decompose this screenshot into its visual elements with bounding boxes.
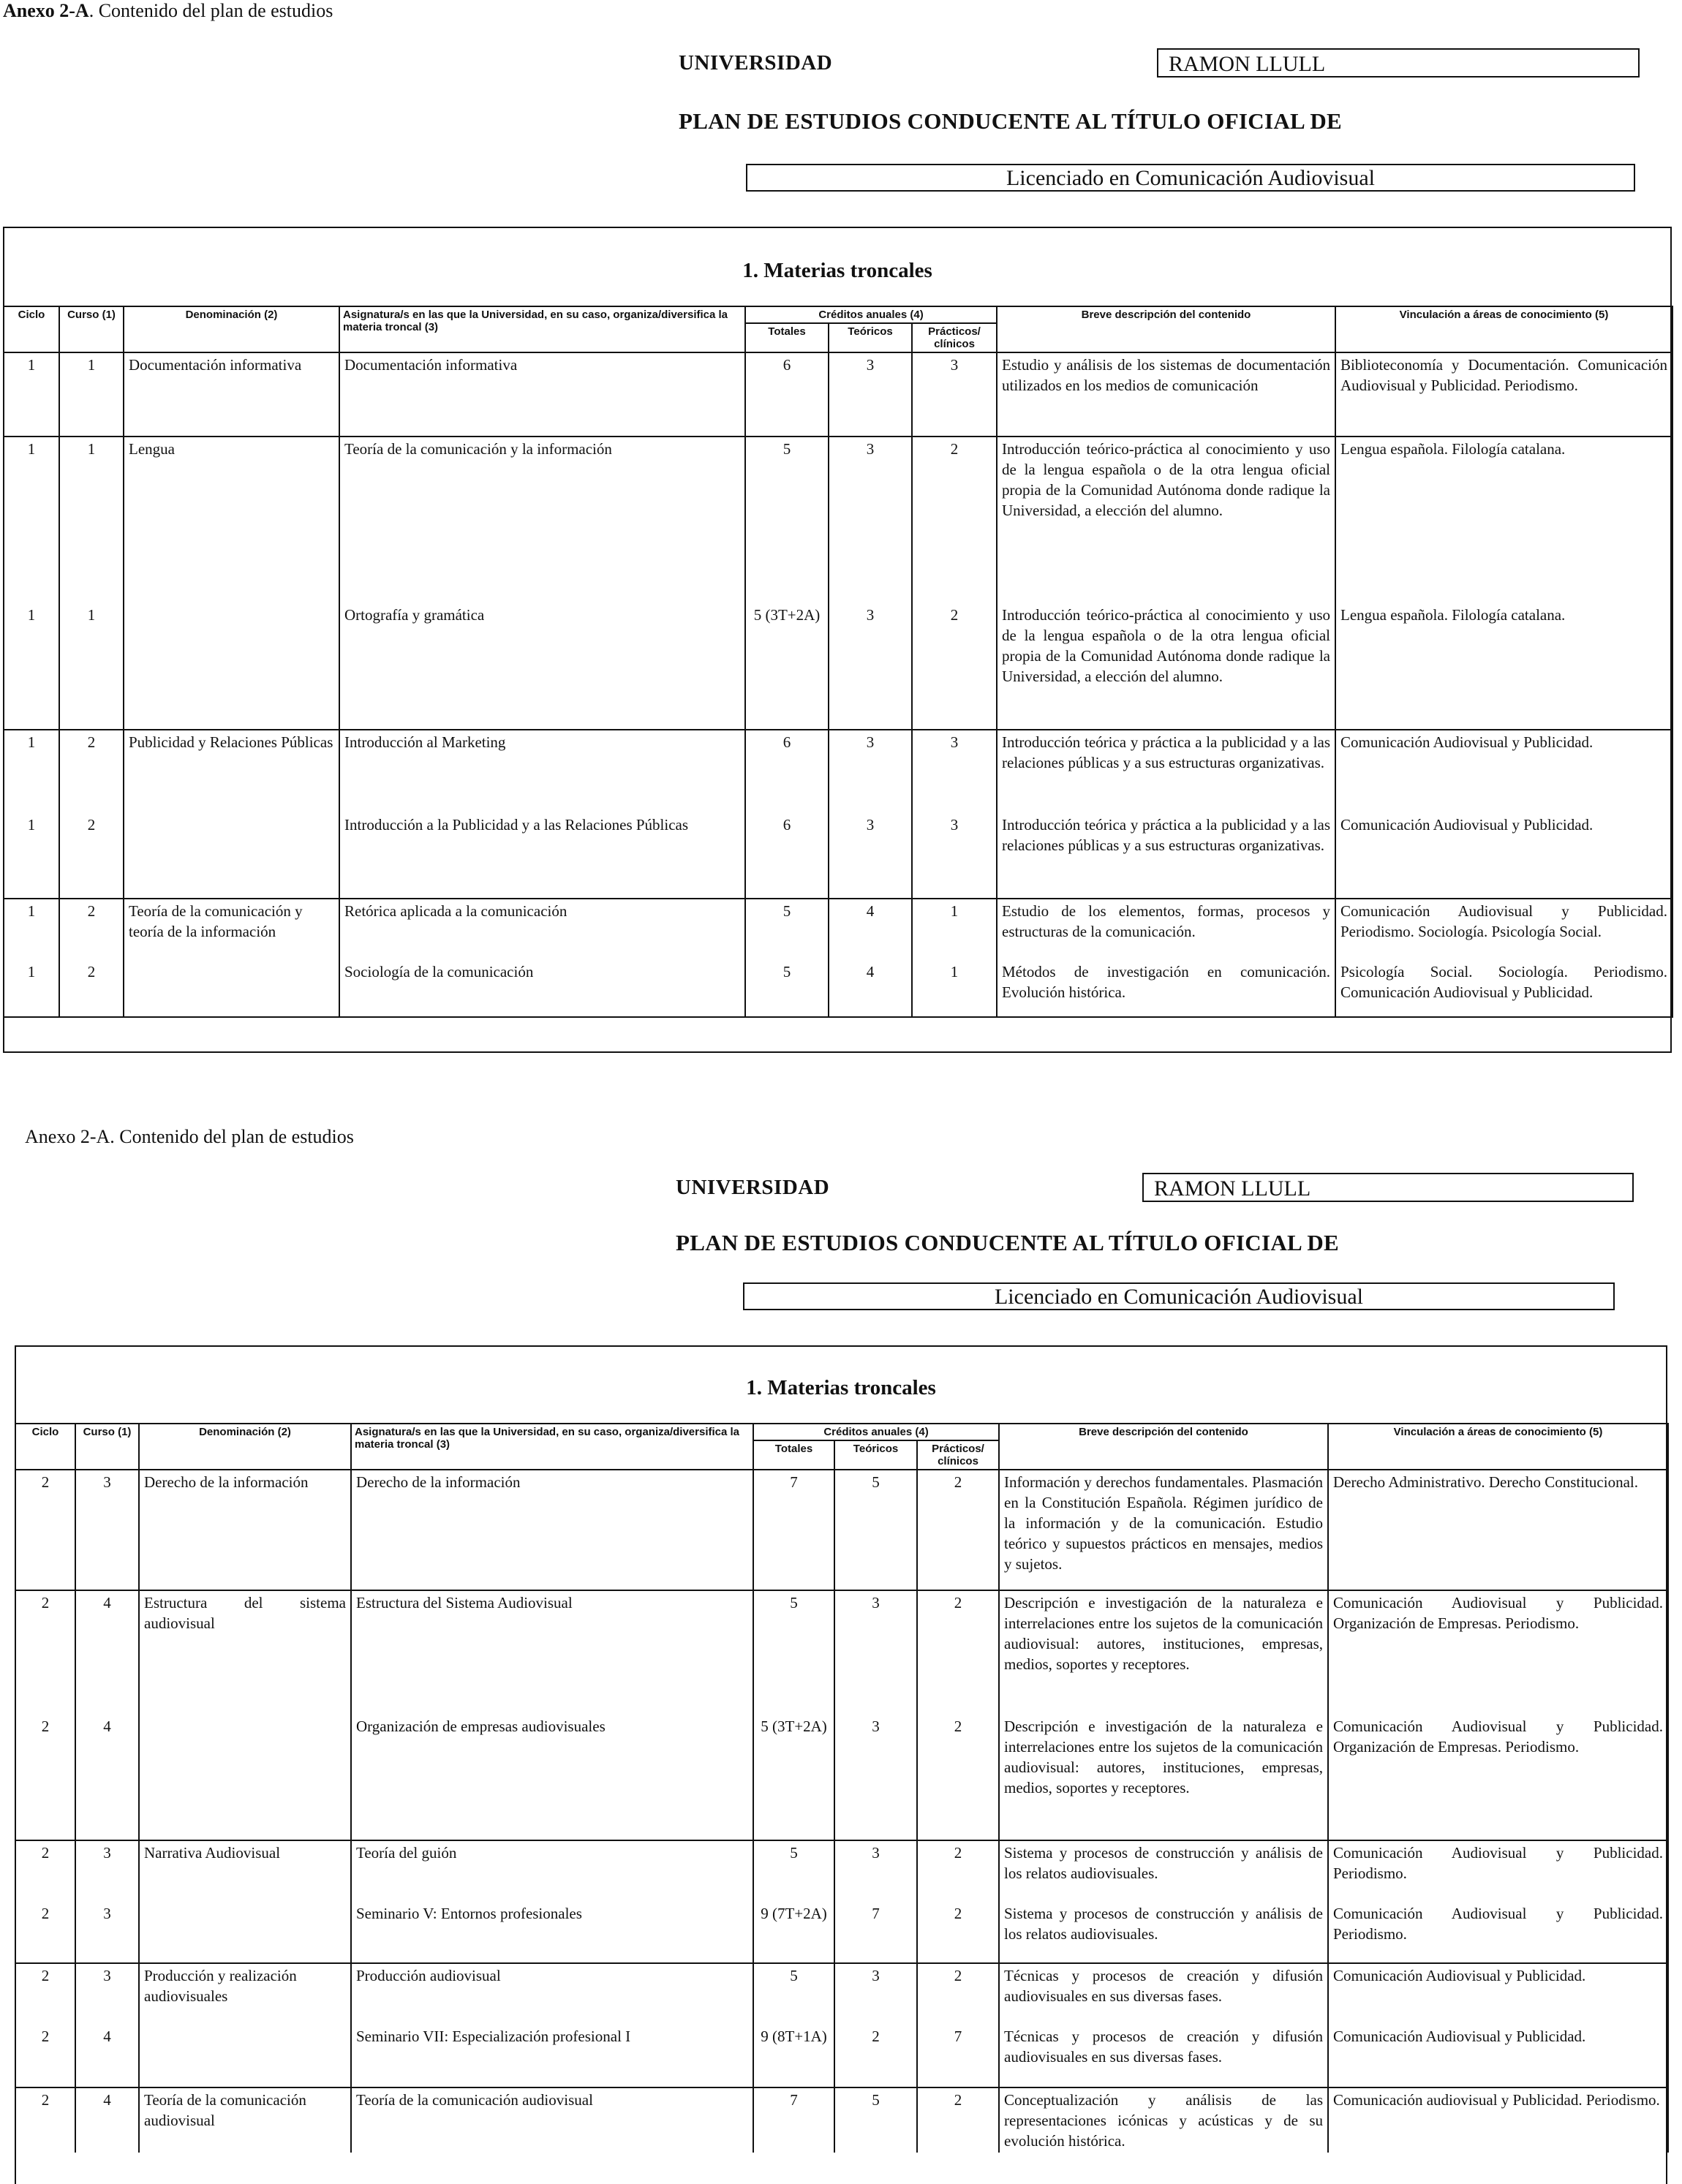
cell-ciclo: 1: [4, 960, 59, 1017]
cell-descripcion: Introducción teórico-práctica al conocimiento y uso de la lengua española o de la otra lengua oficial propia de la Comunidad Autónoma donde radique la Universidad, a elección del alumno.: [997, 437, 1335, 603]
cell-practicos: 2: [917, 1470, 999, 1590]
cell-practicos: 2: [912, 437, 997, 603]
cell-teoricos: 4: [829, 899, 912, 960]
annex-label: Anexo 2-A: [25, 1126, 110, 1147]
col-teoricos: Teóricos: [834, 1440, 917, 1470]
cell-curso: 2: [59, 960, 124, 1017]
cell-practicos: 2: [917, 1590, 999, 1715]
table-row: [4, 437, 1672, 603]
cell-denominacion: [139, 2025, 351, 2087]
cell-vinculacion: Comunicación audiovisual y Publicidad. Periodismo.: [1328, 2087, 1668, 2153]
cell-teoricos: 5: [834, 2087, 917, 2153]
degree-box: Licenciado en Comunicación Audiovisual: [743, 1282, 1615, 1310]
table-row: [15, 2025, 1668, 2087]
cell-totales: 5 (3T+2A): [745, 603, 829, 730]
cell-curso: 1: [59, 603, 124, 730]
cell-practicos: 2: [917, 1715, 999, 1840]
cell-vinculacion: Biblioteconomía y Documentación. Comunicación Audiovisual y Publicidad. Periodismo.: [1335, 352, 1672, 437]
table-row: [15, 1590, 1668, 1715]
cell-vinculacion: Comunicación Audiovisual y Publicidad. Periodismo.: [1328, 1840, 1668, 1902]
cell-asignatura: Organización de empresas audiovisuales: [351, 1715, 753, 1840]
col-vinculacion: Vinculación a áreas de conocimiento (5): [1335, 306, 1672, 352]
cell-totales: 5: [745, 437, 829, 603]
cell-asignatura: Sociología de la comunicación: [339, 960, 745, 1017]
cell-teoricos: 3: [829, 730, 912, 813]
annex-heading: [25, 1126, 354, 1148]
cell-vinculacion: Derecho Administrativo. Derecho Constitucional.: [1328, 1470, 1668, 1590]
cell-teoricos: 5: [834, 1470, 917, 1590]
cell-teoricos: 3: [829, 352, 912, 437]
header-row: [15, 1424, 1668, 1440]
cell-denominacion: Estructura del sistema audiovisual: [139, 1590, 351, 1715]
cell-vinculacion: Lengua española. Filología catalana.: [1335, 437, 1672, 603]
cell-vinculacion: Comunicación Audiovisual y Publicidad. Organización de Empresas. Periodismo.: [1328, 1715, 1668, 1840]
cell-denominacion: Derecho de la información: [139, 1470, 351, 1590]
cell-teoricos: 3: [829, 437, 912, 603]
cell-teoricos: 3: [834, 1590, 917, 1715]
cell-asignatura: Derecho de la información: [351, 1470, 753, 1590]
table-row: [15, 1715, 1668, 1840]
cell-practicos: 3: [912, 813, 997, 899]
document-page-1: [0, 0, 1682, 1075]
col-asignatura: Asignatura/s en las que la Universidad, en su caso, organiza/diversifica la materia troncal (3): [339, 306, 745, 352]
cell-ciclo: 1: [4, 813, 59, 899]
cell-totales: 9 (7T+2A): [753, 1902, 834, 1963]
cell-ciclo: 1: [4, 603, 59, 730]
table-row: [4, 730, 1672, 813]
cell-ciclo: 2: [15, 1590, 75, 1715]
cell-practicos: 2: [917, 1902, 999, 1963]
cell-totales: 5: [753, 1590, 834, 1715]
cell-ciclo: 2: [15, 1715, 75, 1840]
cell-curso: 2: [59, 730, 124, 813]
annex-text: . Contenido del plan de estudios: [88, 0, 333, 21]
cell-ciclo: 2: [15, 1840, 75, 1902]
table-row: [15, 1963, 1668, 2025]
col-asignatura: Asignatura/s en las que la Universidad, en su caso, organiza/diversifica la materia troncal (3): [351, 1424, 753, 1470]
col-curso: Curso (1): [75, 1424, 139, 1470]
col-denominacion: Denominación (2): [139, 1424, 351, 1470]
cell-curso: 2: [59, 899, 124, 960]
cell-descripcion: Introducción teórico-práctica al conocimiento y uso de la lengua española o de la otra lengua oficial propia de la Comunidad Autónoma donde radique la Universidad, a elección del alumno.: [997, 603, 1335, 730]
cell-curso: 4: [75, 2025, 139, 2087]
cell-curso: 4: [75, 1715, 139, 1840]
cell-ciclo: 1: [4, 437, 59, 603]
annex-heading: [3, 0, 333, 22]
col-descripcion: Breve descripción del contenido: [997, 306, 1335, 352]
cell-ciclo: 2: [15, 1963, 75, 2025]
cell-descripcion: Conceptualización y análisis de las representaciones icónicas y acústicas y de su evolución histórica.: [999, 2087, 1328, 2153]
cell-denominacion: Lengua: [124, 437, 339, 603]
cell-descripcion: Métodos de investigación en comunicación. Evolución histórica.: [997, 960, 1335, 1017]
cell-denominacion: [124, 813, 339, 899]
plan-title: PLAN DE ESTUDIOS CONDUCENTE AL TÍTULO OFICIAL DE: [679, 108, 1343, 134]
cell-denominacion: [124, 603, 339, 730]
col-ciclo: Ciclo: [15, 1424, 75, 1470]
university-name-box: RAMON LLULL: [1157, 48, 1640, 78]
cell-asignatura: Retórica aplicada a la comunicación: [339, 899, 745, 960]
university-label: UNIVERSIDAD: [679, 51, 833, 75]
col-descripcion: Breve descripción del contenido: [999, 1424, 1328, 1470]
col-totales: Totales: [745, 323, 829, 352]
cell-asignatura: Estructura del Sistema Audiovisual: [351, 1590, 753, 1715]
col-ciclo: Ciclo: [4, 306, 59, 352]
cell-asignatura: Producción audiovisual: [351, 1963, 753, 2025]
cell-curso: 2: [59, 813, 124, 899]
cell-denominacion: Narrativa Audiovisual: [139, 1840, 351, 1902]
cell-curso: 1: [59, 437, 124, 603]
cell-practicos: 3: [912, 730, 997, 813]
cell-descripcion: Descripción e investigación de la naturaleza e interrelaciones entre los sujetos de la comunicación audiovisual: autores, instituciones, empresas, medios, soportes y receptores.: [999, 1715, 1328, 1840]
plan-title: PLAN DE ESTUDIOS CONDUCENTE AL TÍTULO OFICIAL DE: [676, 1230, 1340, 1255]
cell-asignatura: Seminario V: Entornos profesionales: [351, 1902, 753, 1963]
cell-denominacion: [139, 1715, 351, 1840]
col-creditos: Créditos anuales (4): [745, 306, 997, 323]
cell-descripcion: Introducción teórica y práctica a la publicidad y a las relaciones públicas y a sus estructuras organizativas.: [997, 730, 1335, 813]
cell-totales: 5 (3T+2A): [753, 1715, 834, 1840]
cell-vinculacion: Lengua española. Filología catalana.: [1335, 603, 1672, 730]
col-teoricos: Teóricos: [829, 323, 912, 352]
table-row: [15, 1902, 1668, 1963]
cell-teoricos: 3: [834, 1840, 917, 1902]
university-label: UNIVERSIDAD: [676, 1176, 830, 1199]
cell-denominacion: Teoría de la comunicación y teoría de la información: [124, 899, 339, 960]
cell-practicos: 2: [917, 2087, 999, 2153]
cell-descripcion: Descripción e investigación de la naturaleza e interrelaciones entre los sujetos de la comunicación audiovisual: autores, instituciones, empresas, medios, soportes y receptores.: [999, 1590, 1328, 1715]
cell-curso: 3: [75, 1840, 139, 1902]
cell-totales: 5: [745, 899, 829, 960]
cell-vinculacion: Comunicación Audiovisual y Publicidad.: [1328, 2025, 1668, 2087]
header-row: [4, 306, 1672, 323]
cell-totales: 5: [753, 1840, 834, 1902]
cell-totales: 6: [745, 730, 829, 813]
cell-practicos: 7: [917, 2025, 999, 2087]
cell-asignatura: Teoría de la comunicación y la información: [339, 437, 745, 603]
cell-teoricos: 7: [834, 1902, 917, 1963]
cell-teoricos: 3: [834, 1715, 917, 1840]
table-row: [4, 603, 1672, 730]
cell-asignatura: Ortografía y gramática: [339, 603, 745, 730]
table-row: [15, 1470, 1668, 1590]
cell-teoricos: 3: [834, 1963, 917, 2025]
cell-asignatura: Teoría del guión: [351, 1840, 753, 1902]
cell-descripcion: Sistema y procesos de construcción y análisis de los relatos audiovisuales.: [999, 1840, 1328, 1902]
cell-curso: 3: [75, 1963, 139, 2025]
cell-asignatura: Introducción al Marketing: [339, 730, 745, 813]
cell-descripcion: Estudio de los elementos, formas, procesos y estructuras de la comunicación.: [997, 899, 1335, 960]
cell-curso: 3: [75, 1902, 139, 1963]
document-page-2: [0, 1119, 1682, 2184]
cell-curso: 4: [75, 2087, 139, 2153]
materias-table: [15, 1423, 1669, 2153]
cell-descripcion: Sistema y procesos de construcción y análisis de los relatos audiovisuales.: [999, 1902, 1328, 1963]
col-creditos: Créditos anuales (4): [753, 1424, 999, 1440]
cell-asignatura: Introducción a la Publicidad y a las Relaciones Públicas: [339, 813, 745, 899]
cell-totales: 5: [745, 960, 829, 1017]
cell-totales: 6: [745, 352, 829, 437]
col-denominacion: Denominación (2): [124, 306, 339, 352]
cell-teoricos: 3: [829, 603, 912, 730]
cell-vinculacion: Psicología Social. Sociología. Periodismo. Comunicación Audiovisual y Publicidad.: [1335, 960, 1672, 1017]
cell-ciclo: 2: [15, 2025, 75, 2087]
university-name-box: RAMON LLULL: [1142, 1173, 1634, 1202]
cell-practicos: 1: [912, 960, 997, 1017]
cell-ciclo: 2: [15, 1902, 75, 1963]
cell-denominacion: Documentación informativa: [124, 352, 339, 437]
table-row: [15, 1840, 1668, 1902]
cell-vinculacion: Comunicación Audiovisual y Publicidad. Organización de Empresas. Periodismo.: [1328, 1590, 1668, 1715]
cell-descripcion: Introducción teórica y práctica a la publicidad y a las relaciones públicas y a sus estructuras organizativas.: [997, 813, 1335, 899]
table-row: [4, 899, 1672, 960]
cell-vinculacion: Comunicación Audiovisual y Publicidad. Periodismo. Sociología. Psicología Social.: [1335, 899, 1672, 960]
cell-asignatura: Seminario VII: Especialización profesional I: [351, 2025, 753, 2087]
annex-text: . Contenido del plan de estudios: [110, 1126, 354, 1147]
section-title: 1. Materias troncales: [746, 1376, 936, 1399]
cell-practicos: 2: [912, 603, 997, 730]
cell-ciclo: 2: [15, 1470, 75, 1590]
cell-denominacion: [124, 960, 339, 1017]
cell-teoricos: 3: [829, 813, 912, 899]
cell-vinculacion: Comunicación Audiovisual y Publicidad.: [1335, 730, 1672, 813]
col-practicos: Prácticos/ clínicos: [917, 1440, 999, 1470]
cell-totales: 9 (8T+1A): [753, 2025, 834, 2087]
cell-denominacion: Teoría de la comunicación audiovisual: [139, 2087, 351, 2153]
cell-denominacion: Publicidad y Relaciones Públicas: [124, 730, 339, 813]
cell-practicos: 3: [912, 352, 997, 437]
cell-curso: 1: [59, 352, 124, 437]
cell-descripcion: Estudio y análisis de los sistemas de documentación utilizados en los medios de comunicación: [997, 352, 1335, 437]
cell-vinculacion: Comunicación Audiovisual y Publicidad. Periodismo.: [1328, 1902, 1668, 1963]
cell-asignatura: Documentación informativa: [339, 352, 745, 437]
cell-vinculacion: Comunicación Audiovisual y Publicidad.: [1328, 1963, 1668, 2025]
table-row: [4, 960, 1672, 1017]
cell-teoricos: 4: [829, 960, 912, 1017]
cell-totales: 6: [745, 813, 829, 899]
cell-descripcion: Técnicas y procesos de creación y difusión audiovisuales en sus diversas fases.: [999, 2025, 1328, 2087]
col-curso: Curso (1): [59, 306, 124, 352]
cell-curso: 3: [75, 1470, 139, 1590]
cell-asignatura: Teoría de la comunicación audiovisual: [351, 2087, 753, 2153]
section-title: 1. Materias troncales: [742, 259, 932, 282]
cell-teoricos: 2: [834, 2025, 917, 2087]
cell-vinculacion: Comunicación Audiovisual y Publicidad.: [1335, 813, 1672, 899]
materias-table: [3, 306, 1673, 1018]
cell-practicos: 2: [917, 1840, 999, 1902]
cell-totales: 5: [753, 1963, 834, 2025]
table-row: [4, 813, 1672, 899]
cell-ciclo: 1: [4, 352, 59, 437]
cell-curso: 4: [75, 1590, 139, 1715]
table-row: [15, 2087, 1668, 2153]
cell-descripcion: Información y derechos fundamentales. Plasmación en la Constitución Española. Régimen jurídico de la información y de la comunicación. Estudio teórico y supuestos prácticos en mensajes, medios y sujetos.: [999, 1470, 1328, 1590]
cell-totales: 7: [753, 2087, 834, 2153]
table-row: [4, 352, 1672, 437]
cell-denominacion: [139, 1902, 351, 1963]
col-practicos: Prácticos/ clínicos: [912, 323, 997, 352]
cell-denominacion: Producción y realización audiovisuales: [139, 1963, 351, 2025]
degree-box: Licenciado en Comunicación Audiovisual: [746, 164, 1635, 192]
cell-ciclo: 1: [4, 730, 59, 813]
cell-practicos: 2: [917, 1963, 999, 2025]
cell-ciclo: 1: [4, 899, 59, 960]
cell-totales: 7: [753, 1470, 834, 1590]
col-vinculacion: Vinculación a áreas de conocimiento (5): [1328, 1424, 1668, 1470]
cell-descripcion: Técnicas y procesos de creación y difusión audiovisuales en sus diversas fases.: [999, 1963, 1328, 2025]
col-totales: Totales: [753, 1440, 834, 1470]
cell-ciclo: 2: [15, 2087, 75, 2153]
cell-practicos: 1: [912, 899, 997, 960]
annex-label: Anexo 2-A: [3, 0, 89, 21]
